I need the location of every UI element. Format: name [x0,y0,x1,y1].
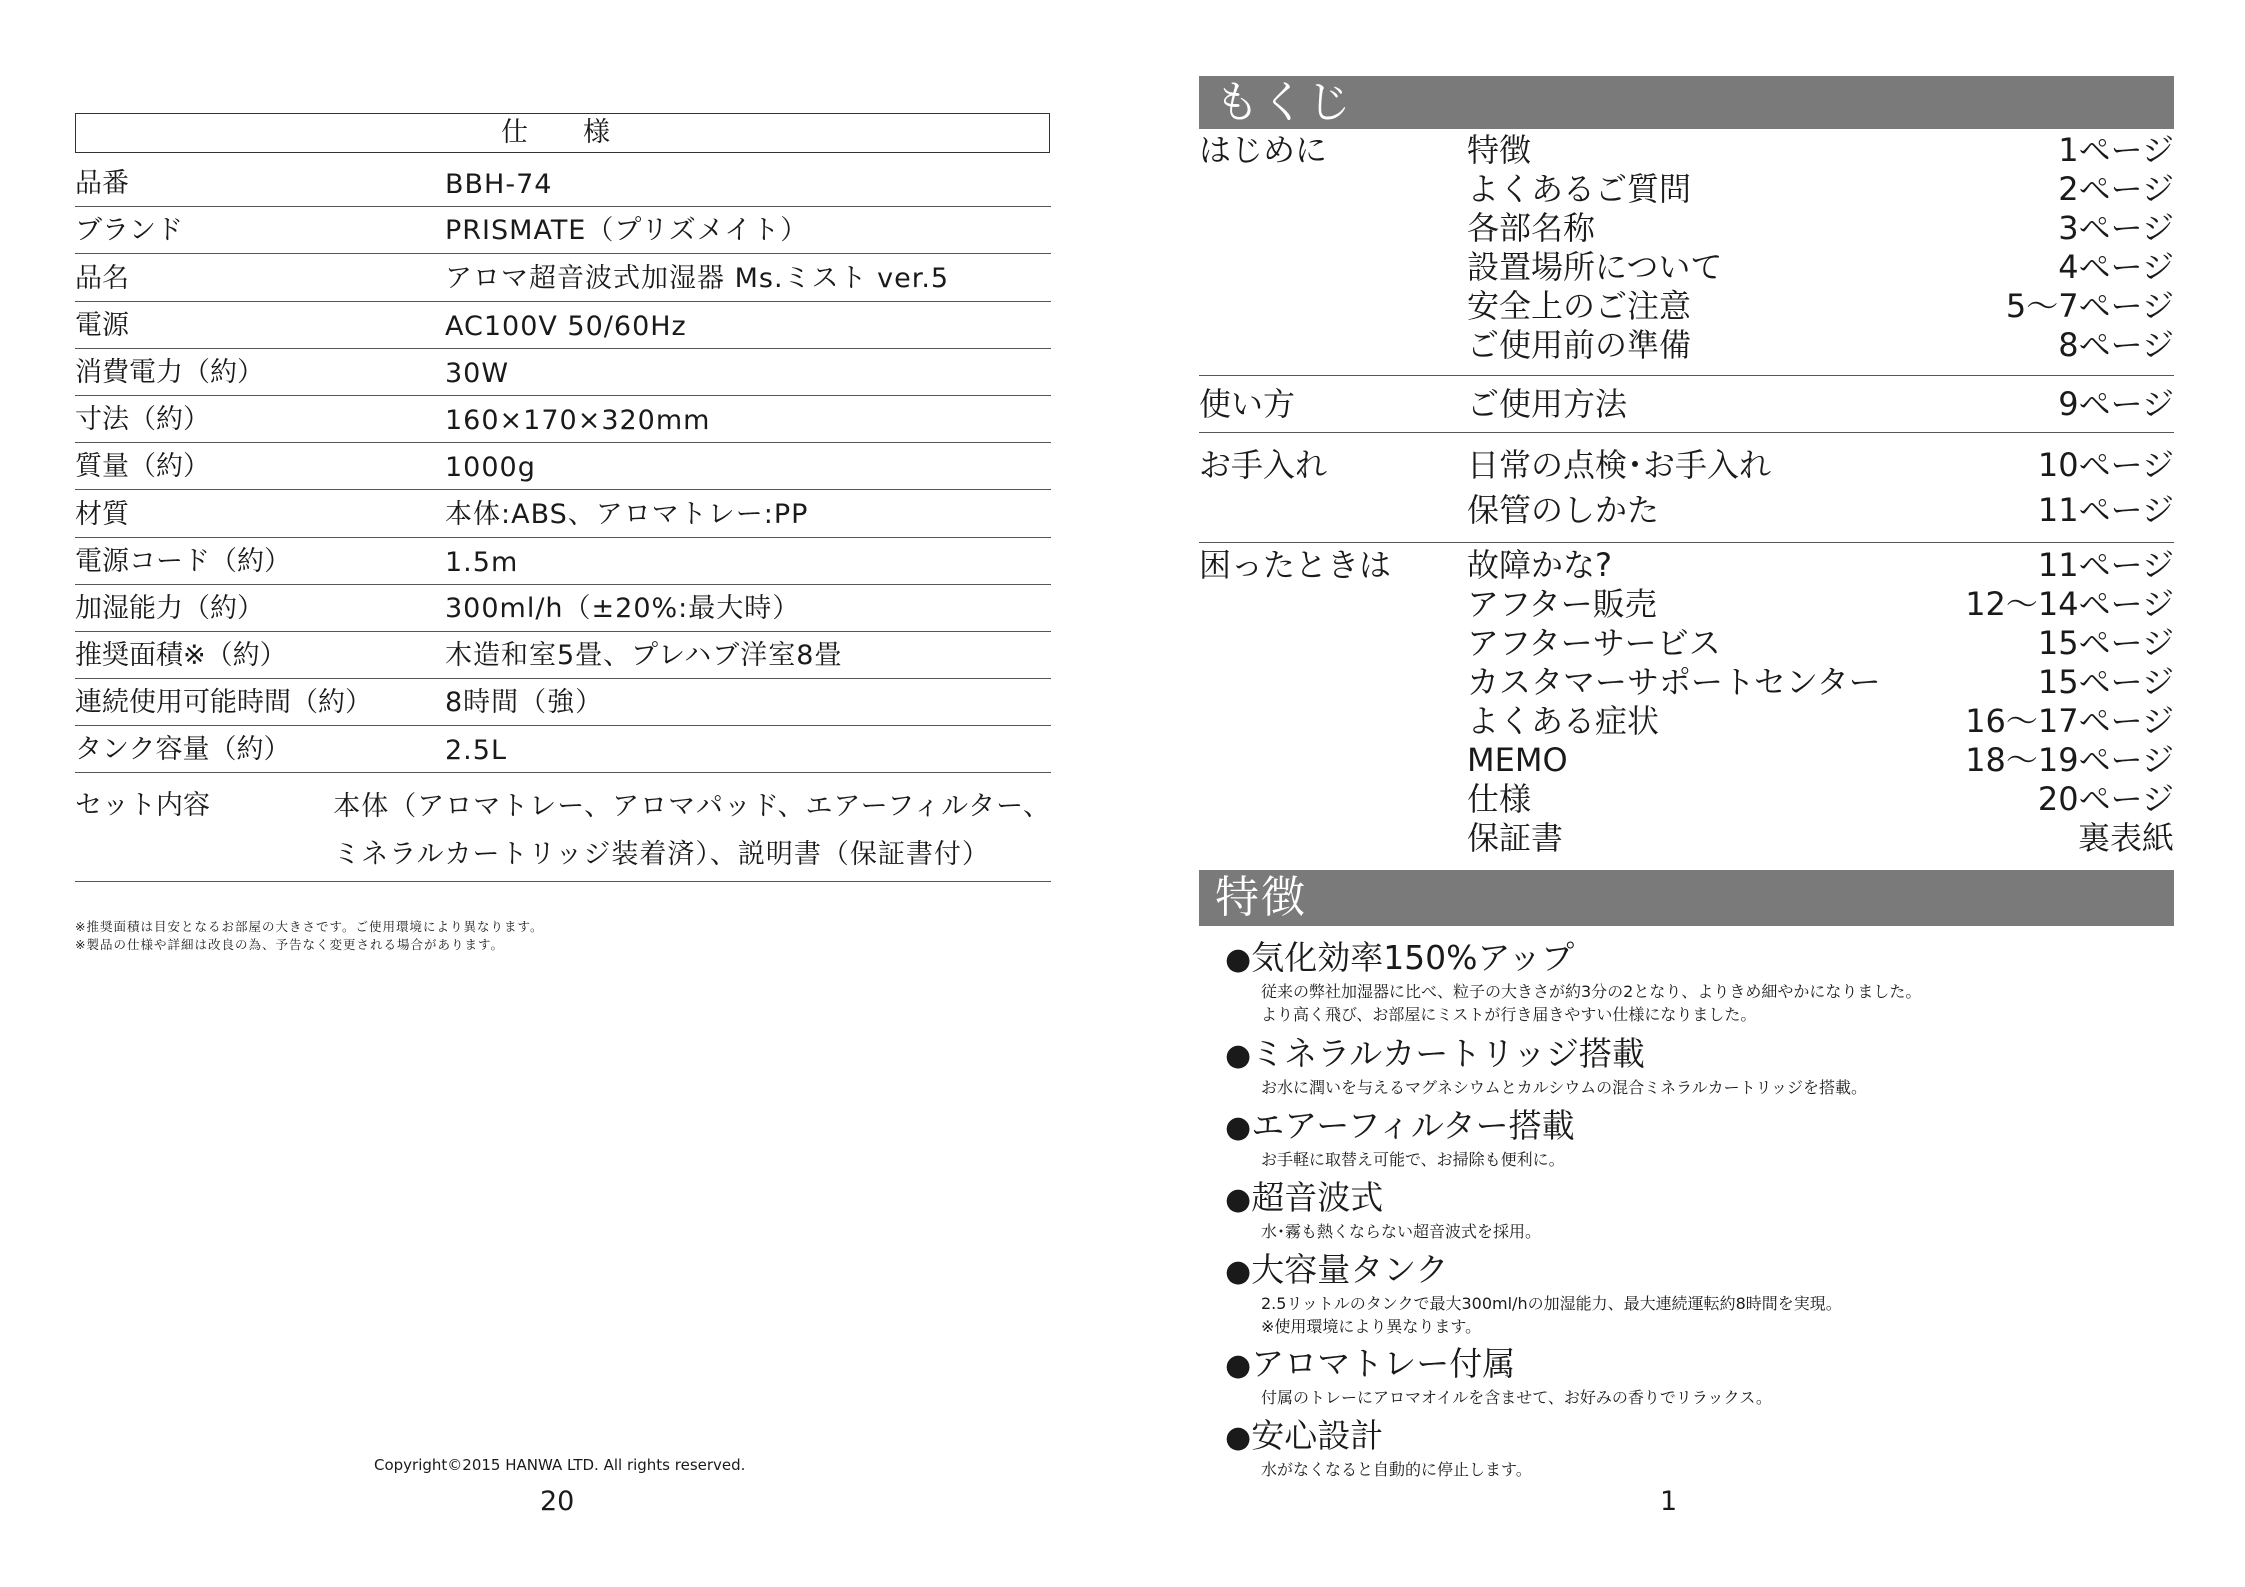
toc-item-page: 15ページ [2037,624,2174,662]
toc-item-page: 裏表紙 [2077,819,2174,857]
bullet-icon: ● [1225,1038,1252,1073]
toc-item[interactable] [1467,209,2174,248]
toc-item-title: よくある症状 [1467,702,1660,740]
toc-item-title: 保管のしかた [1467,491,1660,529]
features-header: 特徴 [1199,870,2174,926]
feature-heading [1225,1034,2165,1076]
toc-category: 使い方 [1199,385,1296,423]
spec-key: 電源 [75,309,129,341]
toc-item-page: 9ページ [2058,385,2174,423]
spec-value: 160×170×320mm [445,405,711,437]
toc-item-title: 仕様 [1467,780,1532,818]
spec-value: BBH-74 [445,169,553,201]
toc-item[interactable] [1467,287,2174,326]
feature-heading [1225,1416,2165,1458]
toc-divider [1199,375,2174,376]
spec-row [75,302,1051,349]
toc-item[interactable] [1467,741,2174,780]
spec-notes [75,918,543,954]
spec-key: 推奨面積※（約） [75,640,287,672]
toc-item[interactable] [1467,546,2174,585]
feature-heading-text: ミネラルカートリッジ搭載 [1251,1034,1645,1073]
feature-heading-text: 気化効率150%アップ [1251,938,1575,977]
spec-row [75,254,1051,301]
page-number: 1 [1660,1486,1678,1517]
toc-item-title: アフター販売 [1467,585,1657,623]
toc-item[interactable] [1467,326,2174,365]
spec-row [75,443,1051,490]
feature-item [1225,1250,2165,1338]
toc-item-page: 12〜14ページ [1965,585,2174,623]
toc-item-title: 保証書 [1467,819,1564,857]
spec-row [75,207,1051,254]
spec-row [75,396,1051,443]
feature-item [1225,938,2165,1026]
spec-value: 30W [445,357,510,389]
toc-item[interactable] [1467,491,2174,530]
toc-item[interactable] [1467,702,2174,741]
bullet-icon: ● [1225,1182,1252,1217]
feature-heading [1225,1106,2165,1148]
spec-value: AC100V 50/60Hz [445,310,687,342]
toc-item-title: ご使用方法 [1467,385,1628,423]
toc-item[interactable] [1467,663,2174,702]
feature-desc: 水がなくなると自動的に停止します。 [1261,1460,1532,1479]
toc-header: もくじ [1199,76,2174,129]
spec-key: 連続使用可能時間（約） [75,687,372,719]
spec-key: 寸法（約） [75,404,210,436]
spec-value: 本体:ABS、アロマトレー:PP [445,498,809,530]
toc-item-page: 20ページ [2037,780,2174,818]
spec-value: 木造和室5畳、プレハブ洋室8畳 [445,640,843,672]
toc-item[interactable] [1467,170,2174,209]
spec-value: アロマ超音波式加湿器 Ms.ミスト ver.5 [445,262,950,294]
left-page-spec [0,0,1122,1587]
feature-desc: お水に潤いを与えるマグネシウムとカルシウムの混合ミネラルカートリッジを搭載。 [1261,1078,1868,1097]
spec-key: ブランド [75,215,183,247]
bullet-icon: ● [1225,942,1252,977]
feature-desc: 従来の弊社加湿器に比べ、粒子の大きさが約3分の2となり、よりきめ細やかになりました。 [1261,982,1922,1001]
feature-item [1225,1344,2165,1409]
spec-row [75,349,1051,396]
toc-item-title: 日常の点検･お手入れ [1467,446,1772,484]
spec-table-title: 仕 様 [75,113,1050,153]
toc-item[interactable] [1467,585,2174,624]
note-line: ※推奨面積は目安となるお部屋の大きさです。ご使用環境により異なります。 [75,919,544,934]
feature-desc: ※使用環境により異なります。 [1261,1317,1482,1336]
toc-category: お手入れ [1199,446,1328,484]
spec-value: PRISMATE（プリズメイト） [445,215,809,247]
toc-item[interactable] [1467,131,2174,170]
toc-item-page: 11ページ [2037,546,2174,584]
toc-item[interactable] [1467,248,2174,287]
toc-item-page: 15ページ [2037,663,2174,701]
toc-item-page: 2ページ [2058,170,2174,208]
spec-row [75,679,1051,726]
feature-desc: 2.5リットルのタンクで最大300ml/hの加湿能力、最大連続運転約8時間を実現。 [1261,1294,1842,1313]
toc-item-page: 4ページ [2058,248,2174,286]
copyright-text: Copyright©2015 HANWA LTD. All rights reserved. [374,1456,746,1474]
toc-category: はじめに [1199,131,1328,169]
toc-item-title: ご使用前の準備 [1467,326,1692,364]
feature-desc: より高く飛び、お部屋にミストが行き届きやすい仕様になりました。 [1261,1005,1757,1024]
toc-item-title: 故障かな? [1467,546,1612,584]
toc-item-page: 5〜7ページ [2005,287,2174,325]
spec-row [75,490,1051,537]
toc-item-title: アフターサービス [1467,624,1721,662]
spec-row [75,538,1051,585]
bullet-icon: ● [1225,1348,1252,1383]
right-page-toc-features [1122,0,2245,1587]
spec-key: 材質 [75,498,129,530]
bullet-icon: ● [1225,1420,1252,1455]
spec-row [75,160,1051,207]
spec-row [75,726,1051,773]
feature-heading [1225,1178,2165,1220]
feature-heading-text: 超音波式 [1251,1178,1384,1217]
toc-item-page: 1ページ [2058,131,2174,169]
spec-value [333,773,1051,885]
feature-heading-text: アロマトレー付属 [1251,1344,1516,1383]
toc-divider [1199,432,2174,433]
spec-key: 品番 [75,168,129,200]
toc-item-page: 3ページ [2058,209,2174,247]
feature-heading [1225,938,2165,980]
spec-value: 8時間（強） [445,687,604,719]
toc-item-page: 18〜19ページ [1965,741,2174,779]
toc-item[interactable] [1467,446,2174,485]
bullet-icon: ● [1225,1110,1252,1145]
note-line: ※製品の仕様や詳細は改良の為、予告なく変更される場合があります。 [75,937,504,952]
feature-item [1225,1106,2165,1171]
feature-desc: お手軽に取替え可能で、お掃除も便利に。 [1261,1150,1565,1169]
feature-heading [1225,1250,2165,1292]
spec-row [75,585,1051,632]
bullet-icon: ● [1225,1254,1252,1289]
toc-divider [1199,542,2174,543]
toc-item-page: 8ページ [2058,326,2174,364]
spec-key: タンク容量（約） [75,734,291,766]
feature-item [1225,1178,2165,1243]
toc-item-title: MEMO [1467,741,1568,779]
toc-item-title: カスタマーサポートセンター [1467,663,1881,701]
feature-heading [1225,1344,2165,1386]
spec-value: 1000g [445,452,536,484]
feature-desc: 水･霧も熱くならない超音波式を採用。 [1261,1222,1542,1241]
spec-key: 質量（約） [75,451,210,483]
toc-item-title: 安全上のご注意 [1467,287,1692,325]
feature-heading-text: エアーフィルター搭載 [1251,1106,1575,1145]
page-number: 20 [540,1486,575,1517]
spec-row [75,632,1051,679]
toc-item-page: 10ページ [2037,446,2174,484]
spec-key: 電源コード（約） [75,545,291,577]
spec-row-set-contents [75,773,1051,882]
toc-item-title: 設置場所について [1467,248,1723,286]
toc-item-page: 16〜17ページ [1965,702,2174,740]
spec-table [75,160,1051,882]
feature-item [1225,1034,2165,1099]
feature-heading-text: 大容量タンク [1251,1250,1449,1289]
spec-value: 2.5L [445,735,507,767]
toc-item[interactable] [1467,385,2174,424]
spec-key: 消費電力（約） [75,356,264,388]
feature-item [1225,1416,2165,1481]
toc-item-page: 11ページ [2037,491,2174,529]
toc-item[interactable] [1467,624,2174,663]
spec-value: 300ml/h（±20%:最大時） [445,592,801,624]
spec-key: 品名 [75,262,129,294]
spec-value: 1.5m [445,546,519,578]
set-contents-line: 本体（アロマトレー、アロマパッド、エアーフィルター、 [333,791,1051,823]
spec-key: 加湿能力（約） [75,592,264,624]
set-contents-line: ミネラルカートリッジ装着済）、説明書（保証書付） [333,839,990,871]
toc-item-title: 各部名称 [1467,209,1596,247]
toc-item-title: 特徴 [1467,131,1532,169]
toc-category: 困ったときは [1199,546,1392,584]
toc-item-title: よくあるご質問 [1467,170,1692,208]
toc-item[interactable] [1467,819,2174,858]
feature-heading-text: 安心設計 [1251,1416,1384,1455]
toc-item[interactable] [1467,780,2174,819]
spec-key: セット内容 [75,790,210,822]
feature-desc: 付属のトレーにアロマオイルを含ませて、お好みの香りでリラックス。 [1261,1388,1772,1407]
